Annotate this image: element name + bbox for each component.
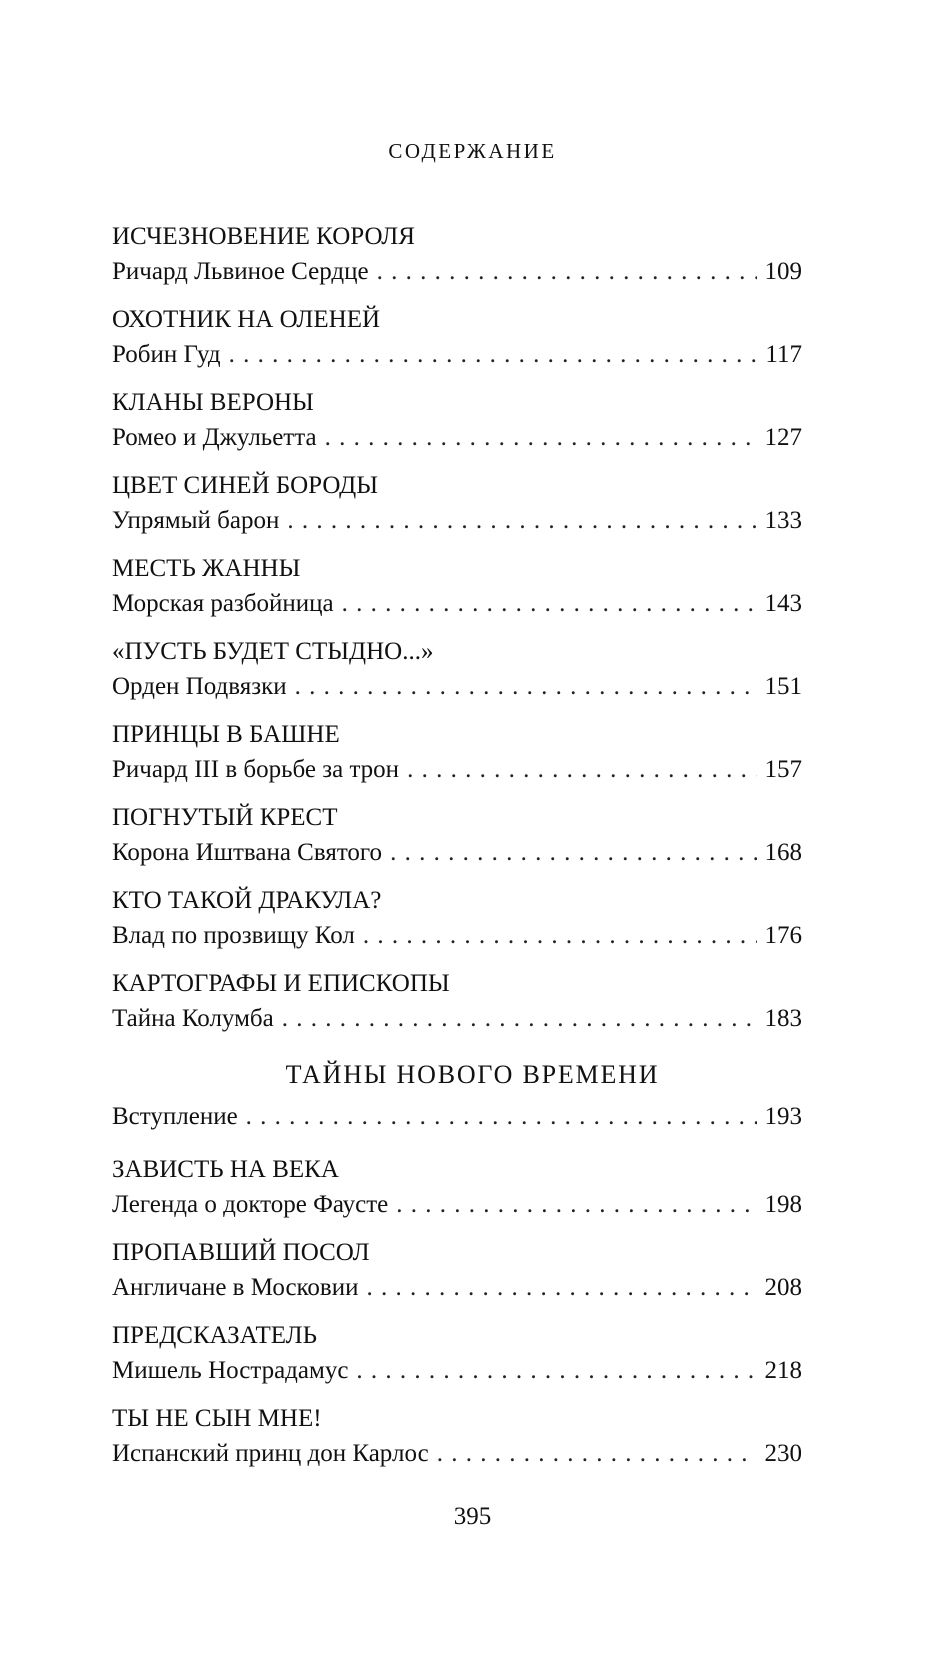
toc-entry [112, 551, 802, 621]
dot-leader [342, 586, 757, 621]
entry-title: Корона Иштвана Святого [112, 839, 383, 866]
toc-entry [112, 1235, 802, 1305]
entry-heading: «ПУСТЬ БУДЕТ СТЫДНО...» [112, 638, 434, 665]
entry-heading: МЕСТЬ ЖАННЫ [112, 555, 301, 582]
entry-title: Вступление [112, 1103, 238, 1130]
entry-line [112, 1436, 802, 1471]
entry-title: Мишель Нострадамус [112, 1357, 349, 1384]
dot-leader [437, 1436, 757, 1471]
page-number: 395 [453, 1503, 492, 1530]
entry-page-number: 198 [764, 1191, 802, 1218]
entry-title: Ромео и Джульетта [112, 424, 317, 451]
dot-leader [390, 835, 756, 870]
toc-entry [112, 302, 802, 372]
entry-page-number: 157 [764, 756, 802, 783]
entry-title: Влад по прозвищу Кол [112, 922, 355, 949]
toc-entry [112, 966, 802, 1036]
entry-heading: ТЫ НЕ СЫН МНЕ! [112, 1405, 322, 1432]
entry-line [112, 503, 802, 538]
entry-line [112, 1001, 802, 1036]
toc-entry [112, 1318, 802, 1388]
toc-entry [112, 1401, 802, 1471]
entry-heading: ОХОТНИК НА ОЛЕНЕЙ [112, 306, 381, 333]
dot-leader [396, 1187, 756, 1222]
toc-entry [112, 883, 802, 953]
entry-heading: ПОГНУТЫЙ КРЕСТ [112, 804, 338, 831]
entry-page-number: 230 [764, 1440, 802, 1467]
entry-title: Тайна Колумба [112, 1005, 274, 1032]
entry-page-number: 127 [764, 424, 802, 451]
entry-heading: КАРТОГРАФЫ И ЕПИСКОПЫ [112, 970, 450, 997]
dot-leader [363, 918, 757, 953]
entry-title: Ричард Львиное Сердце [112, 258, 369, 285]
entry-line [112, 586, 802, 621]
entry-line [112, 669, 802, 704]
entry-line [112, 835, 802, 870]
toc-list-2 [112, 1152, 802, 1484]
entry-page-number: 208 [764, 1274, 802, 1301]
toc-entry [112, 385, 802, 455]
entry-heading: ПРЕДСКАЗАТЕЛЬ [112, 1322, 317, 1349]
toc-entry [112, 634, 802, 704]
dot-leader [366, 1270, 756, 1305]
entry-heading: КЛАНЫ ВЕРОНЫ [112, 389, 314, 416]
entry-title: Морская разбойница [112, 590, 334, 617]
section-title: ТАЙНЫ НОВОГО ВРЕМЕНИ [285, 1060, 660, 1089]
dot-leader [287, 503, 756, 538]
entry-line [112, 1270, 802, 1305]
entry-title: Упрямый барон [112, 507, 280, 534]
entry-heading: ЦВЕТ СИНЕЙ БОРОДЫ [112, 472, 378, 499]
dot-leader [377, 254, 757, 289]
entry-line [112, 1187, 802, 1222]
entry-page-number: 143 [764, 590, 802, 617]
entry-page-number: 218 [764, 1357, 802, 1384]
entry-line [112, 420, 802, 455]
entry-title: Орден Подвязки [112, 673, 287, 700]
entry-line [112, 918, 802, 953]
entry-line [112, 752, 802, 787]
entry-line [112, 1099, 802, 1134]
toc-list-1 [112, 219, 802, 1049]
toc-entry [112, 1152, 802, 1222]
dot-leader [229, 337, 758, 372]
entry-line [112, 254, 802, 289]
entry-page-number: 168 [764, 839, 802, 866]
entry-page-number: 151 [764, 673, 802, 700]
entry-heading: ПРОПАВШИЙ ПОСОЛ [112, 1239, 370, 1266]
entry-page-number: 133 [764, 507, 802, 534]
entry-line [112, 1353, 802, 1388]
entry-title: Англичане в Московии [112, 1274, 359, 1301]
entry-page-number: 117 [765, 341, 802, 368]
toc-entry [112, 717, 802, 787]
dot-leader [325, 420, 757, 455]
entry-title: Ричард III в борьбе за трон [112, 756, 400, 783]
entry-heading: КТО ТАКОЙ ДРАКУЛА? [112, 887, 382, 914]
entry-page-number: 183 [764, 1005, 802, 1032]
dot-leader [407, 752, 756, 787]
dot-leader [356, 1353, 756, 1388]
entry-page-number: 109 [764, 258, 802, 285]
dot-leader [246, 1099, 757, 1134]
entry-heading: ПРИНЦЫ В БАШНЕ [112, 721, 340, 748]
entry-heading: ЗАВИСТЬ НА ВЕКА [112, 1156, 339, 1183]
entry-page-number: 176 [764, 922, 802, 949]
entry-title: Испанский принц дон Карлос [112, 1440, 429, 1467]
entry-title: Робин Гуд [112, 341, 221, 368]
running-head: СОДЕРЖАНИЕ [388, 139, 557, 163]
entry-page-number: 193 [764, 1103, 802, 1130]
toc-intro [112, 1099, 802, 1134]
toc-entry [112, 800, 802, 870]
entry-title: Легенда о докторе Фаусте [112, 1191, 389, 1218]
toc-entry [112, 219, 802, 289]
dot-leader [295, 669, 757, 704]
entry-line [112, 337, 802, 372]
entry-heading: ИСЧЕЗНОВЕНИЕ КОРОЛЯ [112, 223, 415, 250]
toc-entry [112, 468, 802, 538]
dot-leader [282, 1001, 757, 1036]
